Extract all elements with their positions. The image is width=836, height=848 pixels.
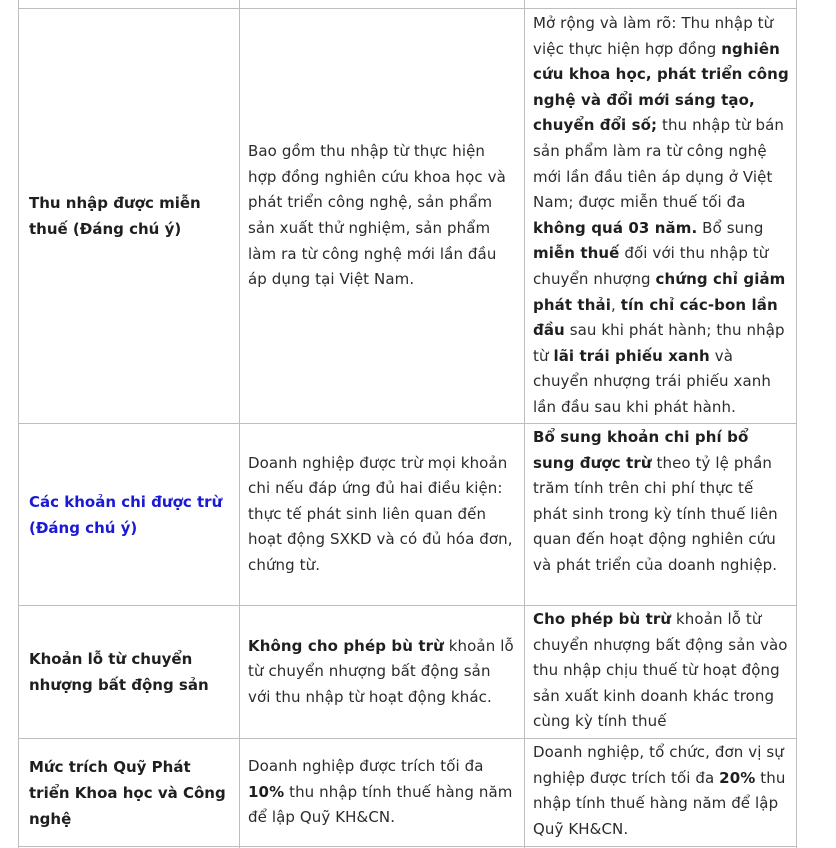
row-3-new-cell (525, 606, 796, 738)
row-4-old-cell (240, 739, 525, 846)
row-2-label-cell (19, 424, 240, 605)
old-regulation-text (248, 634, 515, 711)
text-run: và chuyển nhượng trái phiếu xanh lần đầu sau khi phát hành. (533, 346, 771, 416)
row-label: Mức trích Quỹ Phát triển Khoa học và Công nghệ (29, 757, 226, 828)
table-border-bottom (18, 846, 797, 847)
table-border-right (796, 0, 797, 848)
bold-text-run: không quá 03 năm. (533, 218, 698, 237)
bold-text-run: Cho phép bù trừ (533, 610, 672, 628)
text-run: thu nhập tính thuế hàng năm để lập Quỹ KH&CN. (533, 768, 786, 838)
row-3-old-cell (240, 606, 525, 738)
new-regulation-text (533, 740, 790, 842)
text-run: Doanh nghiệp được trừ mọi khoản chi nếu đáp ứng đủ hai điều kiện: thực tế phát sinh liên quan đến hoạt động SXKD và có đủ hóa đơn, chứng từ. (248, 453, 513, 574)
bold-text-run: chứng chỉ giảm phát thải (533, 269, 786, 314)
row-2-new-cell (525, 424, 796, 605)
row-3-label-cell (19, 606, 240, 738)
old-regulation-text (248, 139, 515, 293)
bold-text-run: miễn thuế (533, 244, 620, 263)
bold-text-run: Bổ sung khoản chi phí bổ sung được trừ (533, 428, 749, 472)
text-run: Doanh nghiệp, tổ chức, đơn vị sự nghiệp được trích tối đa (533, 743, 784, 787)
text-run: Doanh nghiệp được trích tối đa (248, 757, 484, 776)
bold-text-run: lãi trái phiếu xanh (553, 346, 710, 365)
row-2-old-cell (240, 424, 525, 605)
row-4-label-cell (19, 739, 240, 846)
text-run: Mở rộng và làm rõ: Thu nhập từ việc thực hiện hợp đồng (533, 14, 774, 58)
text-run: thu nhập từ bán sản phẩm làm ra từ công nghệ mới lần đầu tiên áp dụng ở Việt Nam; được miễn thuế tối đa (533, 116, 785, 212)
text-run: theo tỷ lệ phần trăm tính trên chi phí thực tế phát sinh trong kỳ tính thuế liên quan đến hoạt động nghiên cứu và phát triển của doanh nghiệp. (533, 453, 778, 574)
old-regulation-text (248, 754, 515, 831)
text-run: Bổ sung (697, 218, 764, 237)
bold-text-run: 10% (248, 782, 285, 801)
text-run: khoản lỗ từ chuyển nhượng bất động sản vào thu nhập chịu thuế từ hoạt động sản xuất kinh doanh khác trong cùng kỳ tính thuế (533, 610, 788, 731)
bold-text-run: nghiên cứu khoa học, phát triển công nghệ và đổi mới sáng tạo, chuyển đổi số; (533, 39, 789, 135)
bold-text-run: tín chỉ các-bon lần đầu (533, 295, 778, 340)
row-label: Các khoản chi được trừ (Đáng chú ý) (29, 492, 223, 537)
text-run: , (610, 295, 621, 314)
text-run: sau khi phát hành; thu nhập từ (533, 321, 785, 365)
row-1-new-cell (525, 9, 796, 423)
bold-text-run: 20% (719, 768, 756, 787)
text-run: khoản lỗ từ chuyển nhượng bất động sản với thu nhập từ hoạt động khác. (248, 636, 514, 706)
text-run: thu nhập tính thuế hàng năm để lập Quỹ KH&CN. (248, 782, 513, 827)
old-regulation-text (248, 451, 515, 579)
row-1-old-cell (240, 9, 525, 423)
text-run: đối với thu nhập từ chuyển nhượng (533, 244, 769, 288)
bold-text-run: Không cho phép bù trừ (248, 636, 444, 655)
row-label: Khoản lỗ từ chuyển nhượng bất động sản (29, 650, 209, 694)
new-regulation-text (533, 607, 790, 735)
row-4-new-cell (525, 739, 796, 846)
new-regulation-text (533, 425, 790, 579)
row-label: Thu nhập được miễn thuế (Đáng chú ý) (29, 194, 201, 238)
new-regulation-text (533, 11, 790, 421)
row-1-label-cell (19, 9, 240, 423)
text-run: Bao gồm thu nhập từ thực hiện hợp đồng nghiên cứu khoa học và phát triển công nghệ, sản phẩm sản xuất thử nghiệm, sản phẩm làm ra từ công nghệ mới lần đầu áp dụng tại Việt Nam. (248, 142, 506, 289)
